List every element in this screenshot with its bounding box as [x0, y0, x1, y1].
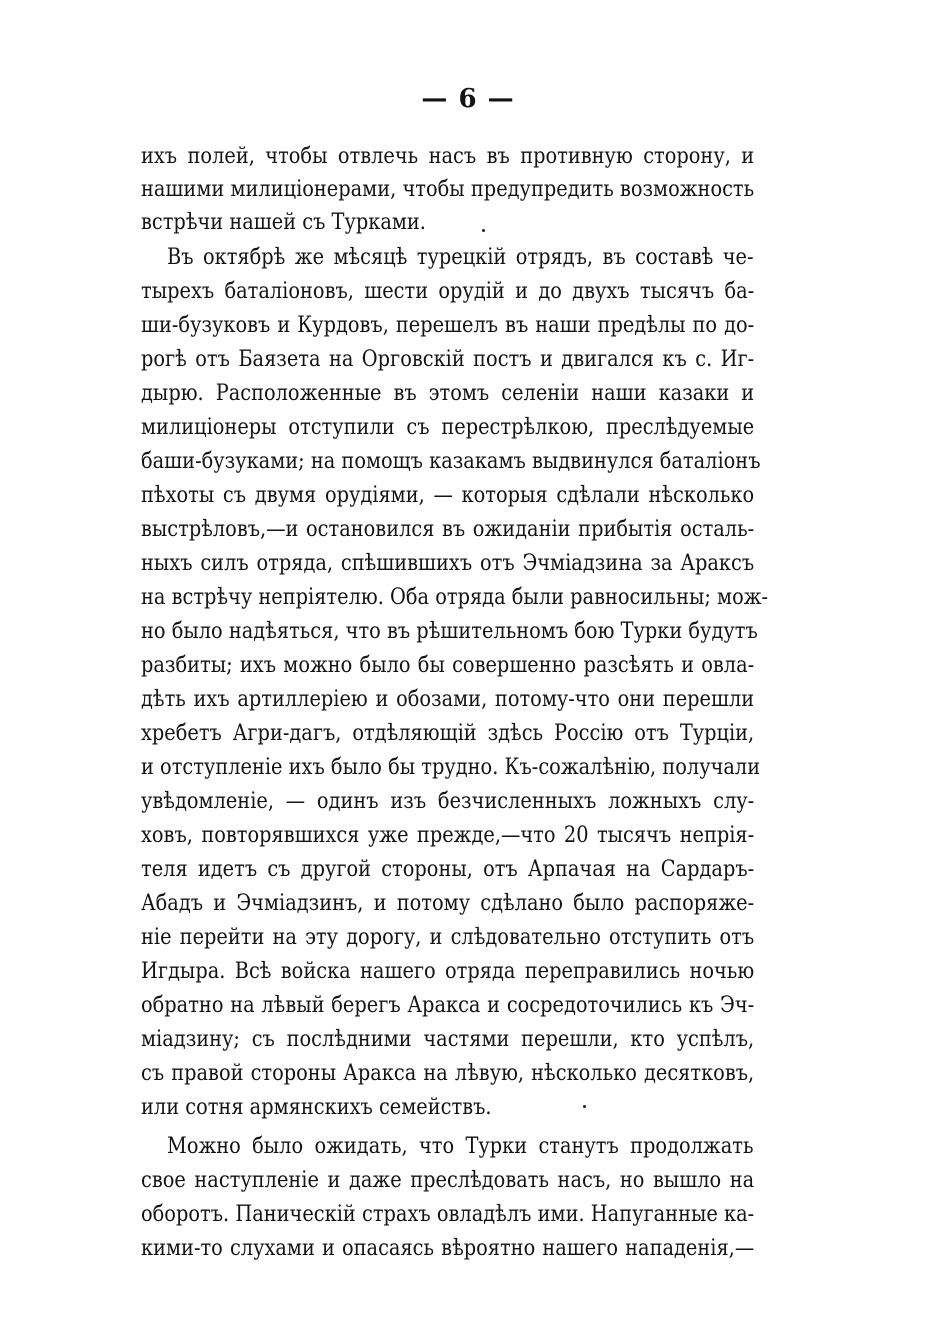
text-line: на встрѣчу непріятелю. Оба отряда были равносильны; мож- — [141, 584, 769, 610]
text-line: ши-бузуковъ и Курдовъ, перешелъ въ наши предѣлы по до- — [141, 312, 755, 338]
text-line: разбиты; ихъ можно было бы совершенно разсѣять и овла- — [141, 652, 755, 678]
text-line: Можно было ожидать, что Турки станутъ продолжать — [167, 1133, 754, 1159]
text-line: ныхъ силъ отряда, спѣшившихъ отъ Эчміадзина за Араксъ — [141, 550, 755, 576]
text-line: съ правой стороны Аракса на лѣвую, нѣсколько десятковъ, — [141, 1060, 755, 1086]
text-line: или сотня армянскихъ семействъ. — [141, 1094, 492, 1120]
text-line: обратно на лѣвый берегъ Аракса и сосредоточились къ Эч- — [141, 992, 755, 1018]
text-line: и отступленіе ихъ было бы трудно. Къ-сожалѣнію, получали — [141, 754, 761, 780]
text-line: оборотъ. Паническій страхъ овладѣлъ ими. Напуганные ка- — [141, 1201, 755, 1227]
text-line: міадзину; съ послѣдними частями перешли, кто успѣлъ, — [141, 1026, 755, 1052]
text-line: но было надѣяться, что въ рѣшительномъ бою Турки будутъ — [141, 618, 758, 644]
text-line: милиціонеры отступили съ перестрѣлкою, преслѣдуемые — [141, 414, 755, 440]
text-line: дѣть ихъ артиллеріею и обозами, потому-что они перешли — [141, 686, 755, 712]
text-line: рогѣ отъ Баязета на Орговскій постъ и двигался къ с. Иг- — [141, 346, 755, 372]
text-line: ихъ полей, чтобы отвлечь насъ въ противную сторону, и — [141, 143, 755, 169]
text-line: тырехъ баталіоновъ, шести орудій и до двухъ тысячъ ба- — [141, 278, 755, 304]
text-line: ніе перейти на эту дорогу, и слѣдовательно отступить отъ — [141, 924, 755, 950]
text-line: нашими милиціонерами, чтобы предупредить возможность — [141, 176, 755, 202]
text-line: встрѣчи нашей съ Турками. — [141, 209, 426, 235]
print-speck — [583, 1105, 586, 1108]
text-line: Абадъ и Эчміадзинъ, и потому сдѣлано было распоряже- — [141, 890, 755, 916]
text-line: выстрѣловъ,—и остановился въ ожиданіи прибытія осталь- — [141, 516, 755, 542]
text-line: кими-то слухами и опасаясь вѣроятно нашего нападенія,— — [141, 1235, 755, 1261]
text-line: хребетъ Агри-дагъ, отдѣляющій здѣсь Россію отъ Турціи, — [141, 720, 755, 746]
text-line: дырю. Расположенные въ этомъ селеніи наши казаки и — [141, 380, 755, 406]
text-line: ховъ, повторявшихся уже прежде,—что 20 тысячъ непрія- — [141, 822, 755, 848]
text-line: увѣдомленіе, — одинъ изъ безчисленныхъ ложныхъ слу- — [141, 788, 755, 814]
text-line: теля идетъ съ другой стороны, отъ Арпачая на Сардаръ- — [141, 856, 755, 882]
text-line: Въ октябрѣ же мѣсяцѣ турецкій отрядъ, въ составѣ че- — [167, 244, 754, 270]
text-line: свое наступленіе и даже преслѣдовать насъ, но вышло на — [141, 1167, 755, 1193]
text-line: пѣхоты съ двумя орудіями, — которыя сдѣлали нѣсколько — [141, 482, 755, 508]
text-line: баши-бузуками; на помощъ казакамъ выдвинулся баталіонъ — [141, 448, 761, 474]
text-line: Игдыра. Всѣ войска нашего отряда переправились ночью — [141, 958, 755, 984]
print-speck — [482, 229, 485, 232]
page-number: — 6 — — [421, 84, 515, 114]
